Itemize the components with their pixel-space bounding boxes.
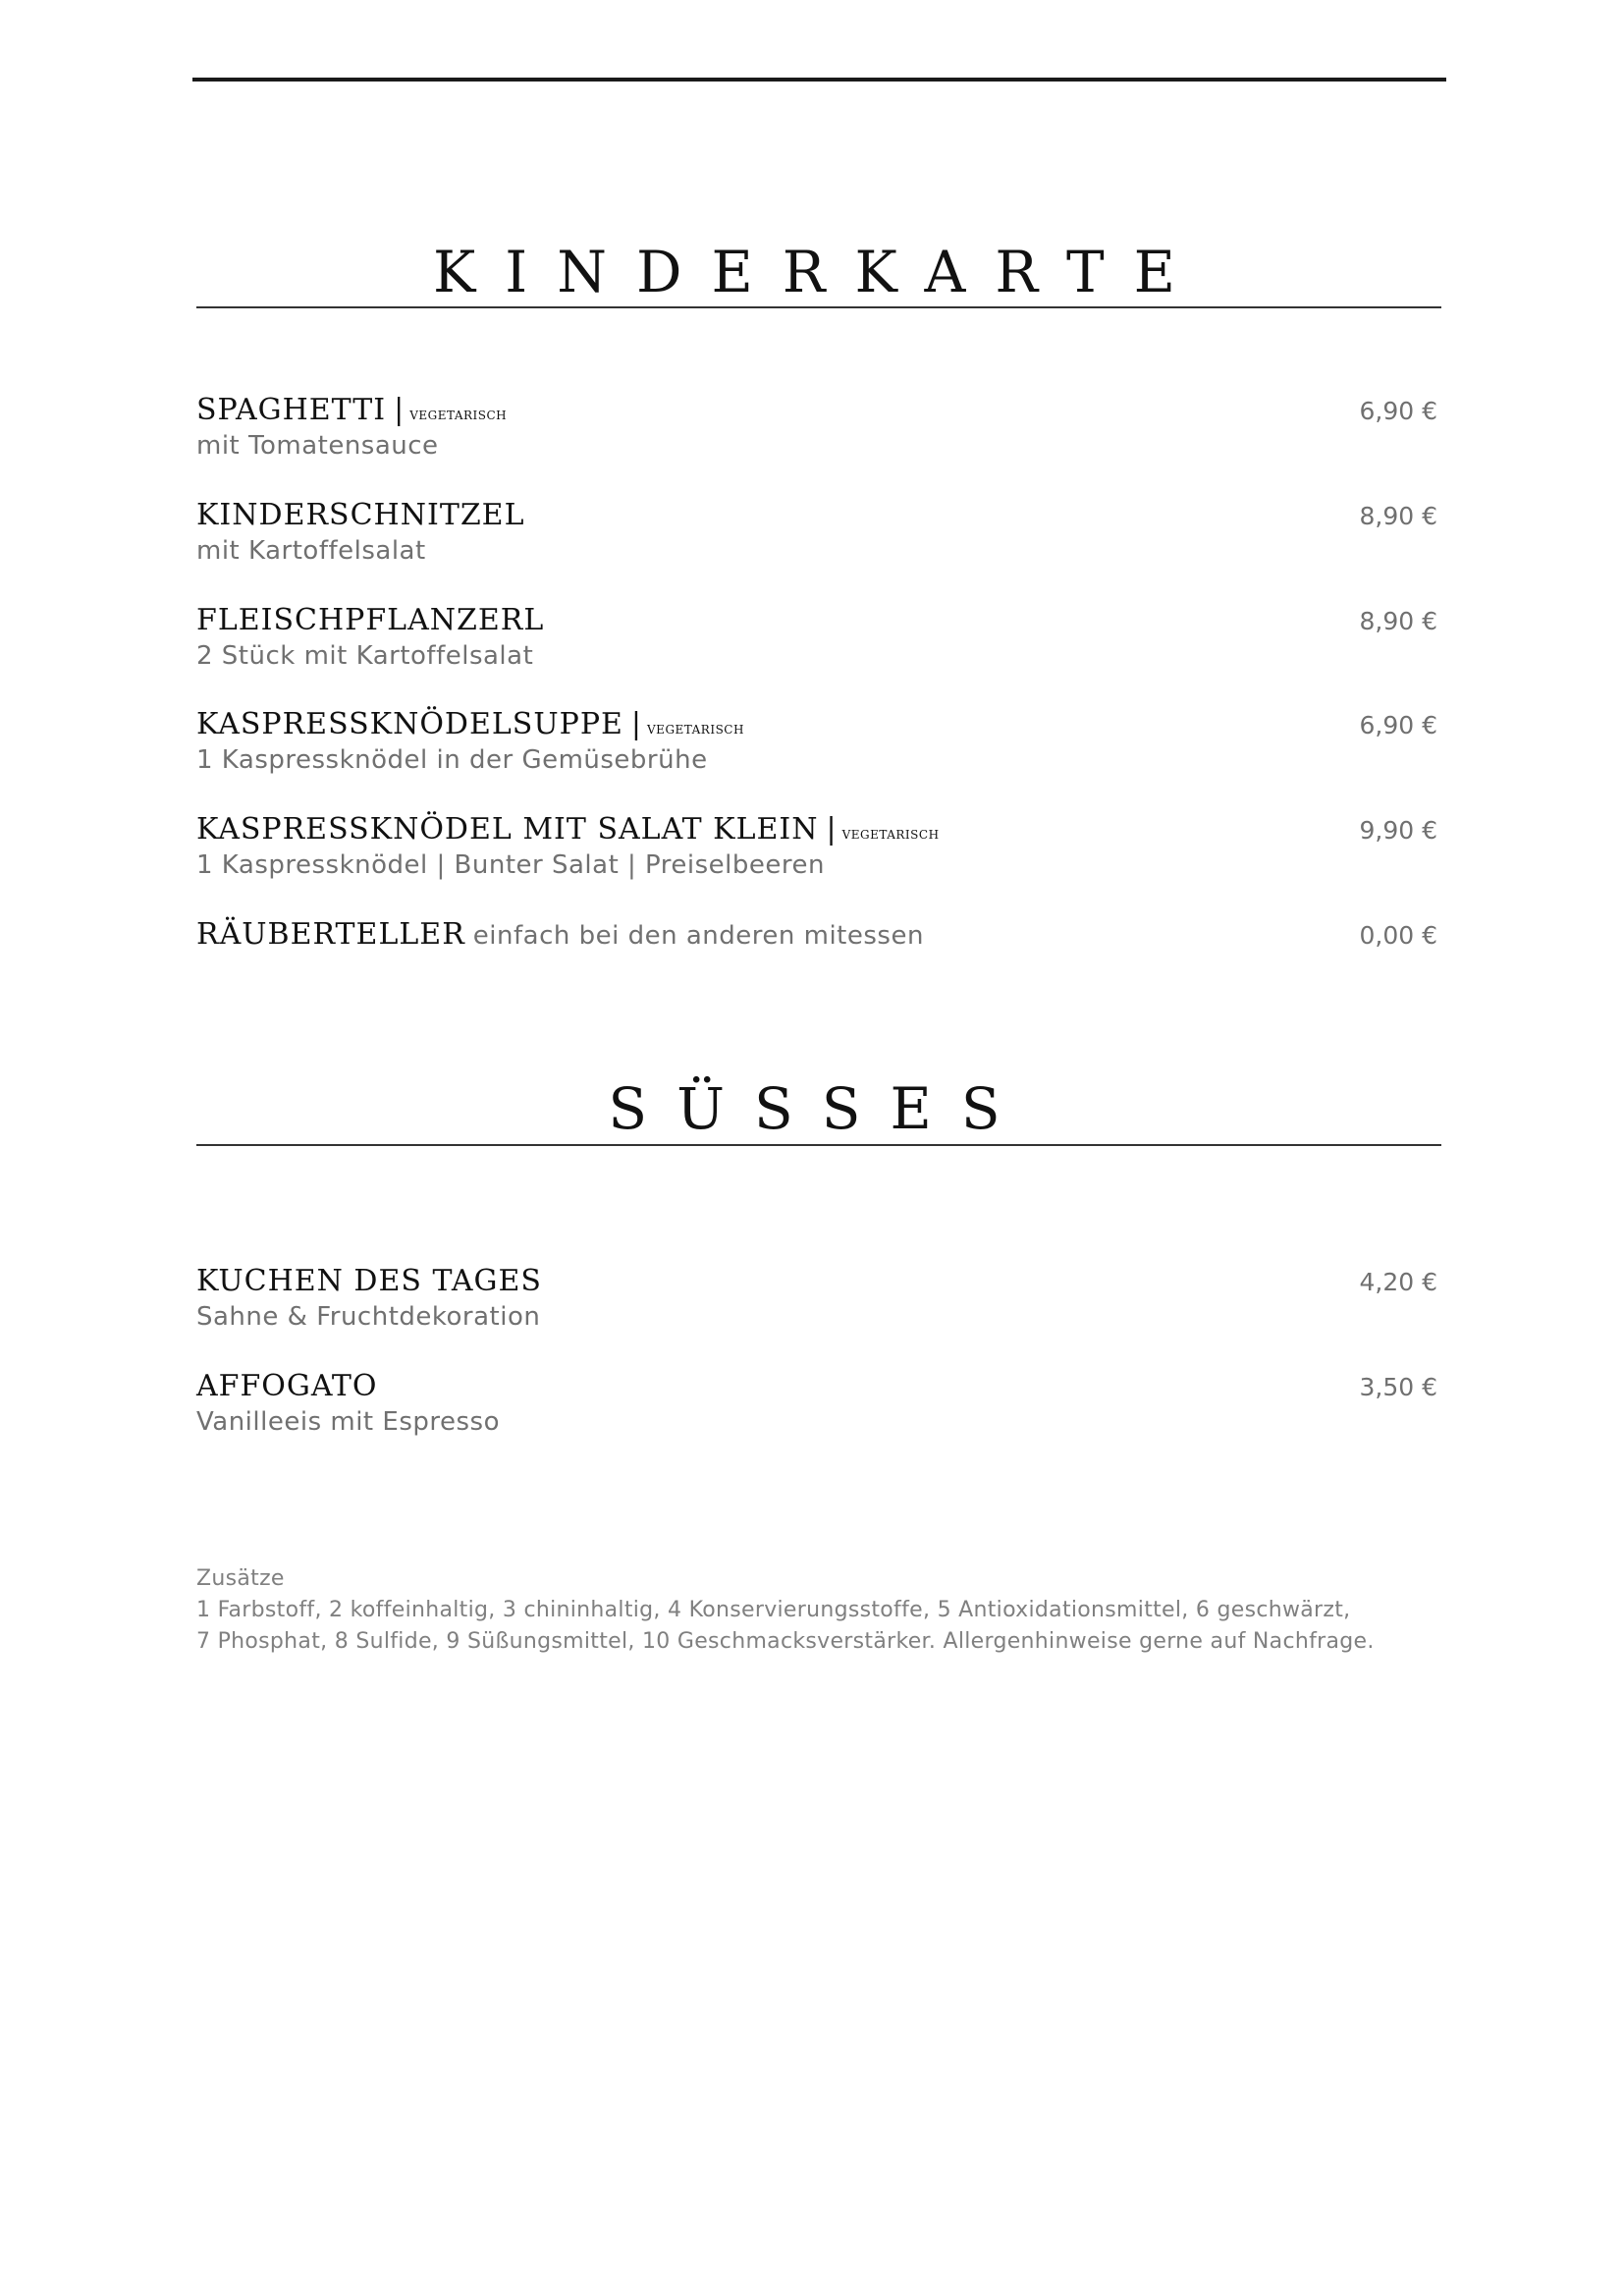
menu-item bbox=[196, 812, 1441, 880]
menu-item bbox=[196, 1264, 1441, 1332]
menu-item bbox=[196, 917, 1441, 952]
item-description: 1 Kaspressknödel | Bunter Salat | Preiselbeeren bbox=[196, 850, 825, 880]
menu-item bbox=[196, 603, 1441, 671]
menu-item bbox=[196, 1369, 1441, 1437]
kids-section-title: KINDERKARTE bbox=[432, 239, 1206, 305]
item-separator: | bbox=[394, 393, 405, 427]
sweets-section-title: SÜSSES bbox=[608, 1075, 1030, 1142]
notes-line-1: 1 Farbstoff, 2 koffeinhaltig, 3 chininhaltig, 4 Konservierungsstoffe, 5 Antioxidationsmittel, 6 geschwärzt, bbox=[196, 1598, 1351, 1622]
item-price: 0,00 € bbox=[1359, 921, 1437, 950]
item-description: Sahne & Fruchtdekoration bbox=[196, 1302, 541, 1332]
item-description: 2 Stück mit Kartoffelsalat bbox=[196, 641, 534, 671]
notes-heading: Zusätze bbox=[196, 1566, 285, 1591]
additives-notes bbox=[196, 1563, 1441, 1658]
item-description: 1 Kaspressknödel in der Gemüsebrühe bbox=[196, 745, 708, 775]
notes-line-2: 7 Phosphat, 8 Sulfide, 9 Süßungsmittel, 10 Geschmacksverstärker. Allergenhinweise gerne auf Nachfrage. bbox=[196, 1629, 1375, 1654]
item-inline-description: einfach bei den anderen mitessen bbox=[472, 921, 924, 951]
item-separator: | bbox=[630, 707, 642, 741]
item-name: SPAGHETTI bbox=[196, 393, 387, 427]
kids-section-rule bbox=[196, 306, 1441, 308]
sweets-section-rule bbox=[196, 1144, 1441, 1146]
item-name: KASPRESSKNÖDEL MIT SALAT KLEIN bbox=[196, 812, 819, 847]
item-price: 9,90 € bbox=[1359, 816, 1437, 845]
menu-item bbox=[196, 707, 1441, 775]
item-price: 8,90 € bbox=[1359, 607, 1437, 635]
item-price: 6,90 € bbox=[1359, 711, 1437, 739]
top-rule bbox=[192, 78, 1446, 82]
item-description: Vanilleeis mit Espresso bbox=[196, 1407, 500, 1437]
item-price: 6,90 € bbox=[1359, 397, 1437, 425]
item-name: KUCHEN DES TAGES bbox=[196, 1264, 542, 1298]
item-tag: VEGETARISCH bbox=[647, 723, 744, 737]
menu-item bbox=[196, 498, 1441, 566]
menu-item bbox=[196, 393, 1441, 461]
item-name: AFFOGATO bbox=[196, 1369, 378, 1403]
item-price: 8,90 € bbox=[1359, 502, 1437, 530]
item-name: KASPRESSKNÖDELSUPPE bbox=[196, 707, 623, 741]
item-name: RÄUBERTELLER bbox=[196, 917, 465, 952]
item-price: 4,20 € bbox=[1359, 1268, 1437, 1296]
item-price: 3,50 € bbox=[1359, 1373, 1437, 1401]
item-description: mit Tomatensauce bbox=[196, 431, 439, 461]
item-tag: VEGETARISCH bbox=[841, 828, 940, 842]
item-separator: | bbox=[826, 812, 837, 847]
item-name: KINDERSCHNITZEL bbox=[196, 498, 525, 532]
item-description: mit Kartoffelsalat bbox=[196, 536, 426, 566]
item-name: FLEISCHPFLANZERL bbox=[196, 603, 545, 637]
item-tag: VEGETARISCH bbox=[409, 409, 508, 422]
